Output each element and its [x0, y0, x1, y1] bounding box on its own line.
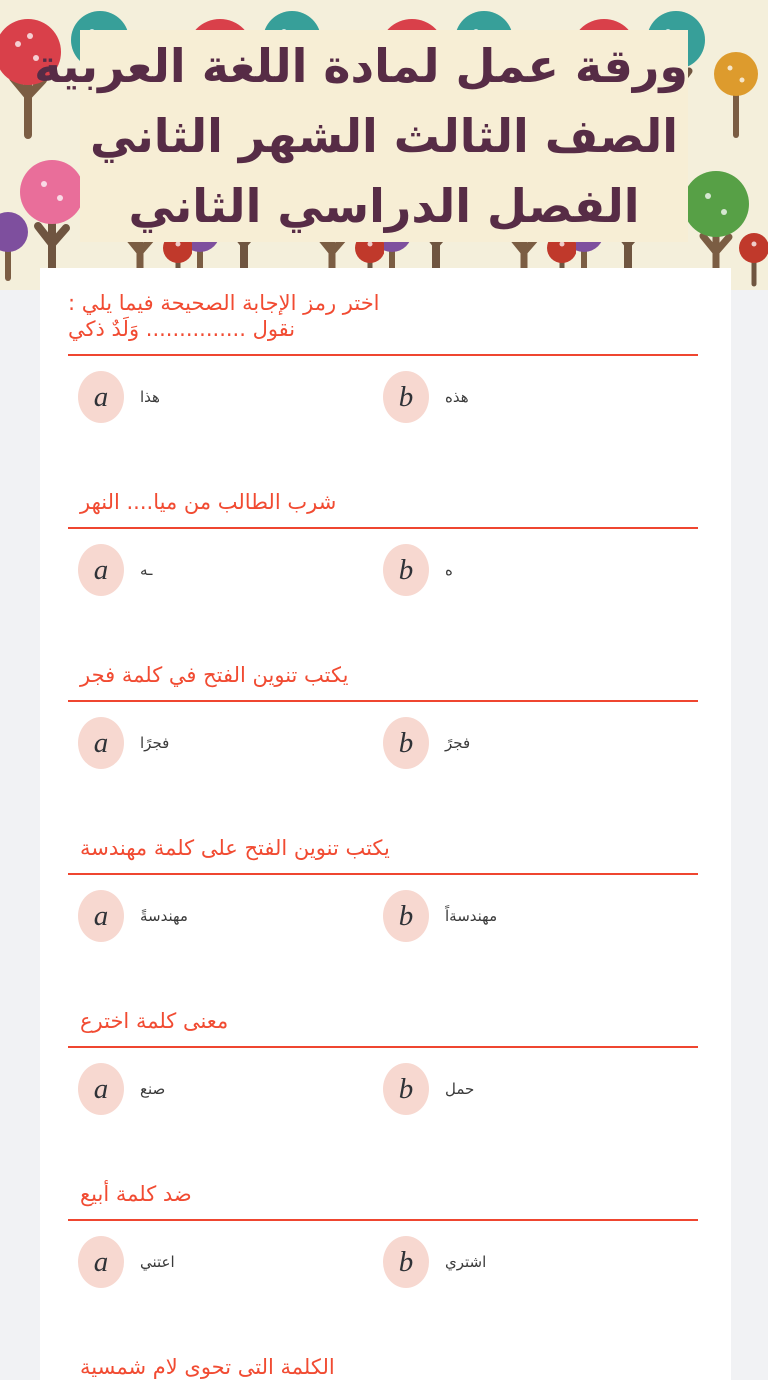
question-2-options — [68, 544, 698, 596]
question-divider — [68, 354, 698, 356]
question-3-option-b[interactable] — [383, 717, 698, 769]
question-block-2 — [68, 489, 698, 596]
question-divider — [68, 700, 698, 702]
question-6-options — [68, 1236, 698, 1288]
option-label: صنع — [140, 1080, 166, 1098]
question-4-options — [68, 890, 698, 942]
decorative-header — [0, 0, 768, 290]
option-label: حمل — [445, 1080, 475, 1098]
option-letter-badge: b — [383, 371, 429, 423]
question-4-title: يكتب تنوين الفتح على كلمة مهندسة — [80, 836, 390, 860]
option-letter-badge: a — [78, 1063, 124, 1115]
question-5-option-a[interactable] — [68, 1063, 383, 1115]
option-label: ه — [445, 561, 453, 579]
question-7-title: الكلمة التى تحوى لام شمسية — [80, 1355, 335, 1379]
question-3-option-a[interactable] — [68, 717, 383, 769]
question-6-option-a[interactable] — [68, 1236, 383, 1288]
option-letter-badge: b — [383, 1063, 429, 1115]
question-divider — [68, 873, 698, 875]
option-letter-badge: a — [78, 371, 124, 423]
question-1-options — [68, 371, 698, 423]
question-1-option-b[interactable] — [383, 371, 698, 423]
option-label: مهندسةاً — [445, 907, 498, 925]
question-5-options — [68, 1063, 698, 1115]
option-label: فجرً — [445, 734, 471, 752]
worksheet-title-line-3: الفصل الدراسي الثاني — [128, 179, 640, 233]
worksheet-title-line-2: الصف الثالث الشهر الثاني — [90, 109, 678, 163]
option-label: اعتني — [140, 1253, 175, 1271]
option-letter-badge: b — [383, 890, 429, 942]
question-block-4 — [68, 835, 698, 942]
option-letter-badge: b — [383, 544, 429, 596]
question-block-3 — [68, 662, 698, 769]
option-letter-badge: a — [78, 544, 124, 596]
question-2-option-a[interactable] — [68, 544, 383, 596]
question-block-5 — [68, 1008, 698, 1115]
question-4-option-a[interactable] — [68, 890, 383, 942]
option-label: هذا — [140, 388, 160, 406]
question-4-option-b[interactable] — [383, 890, 698, 942]
question-1-intro: اختر رمز الإجابة الصحيحة فيما يلي : — [68, 291, 380, 315]
worksheet-title-panel — [34, 30, 688, 242]
question-3-title: يكتب تنوين الفتح في كلمة فجر — [80, 663, 349, 687]
question-5-option-b[interactable] — [383, 1063, 698, 1115]
question-block-6 — [68, 1181, 698, 1288]
question-divider — [68, 1046, 698, 1048]
question-block-1 — [68, 290, 698, 423]
option-letter-badge: a — [78, 1236, 124, 1288]
question-6-option-b[interactable] — [383, 1236, 698, 1288]
option-letter-badge: a — [78, 890, 124, 942]
option-label: مهندسةً — [140, 907, 188, 925]
question-1-option-a[interactable] — [68, 371, 383, 423]
question-2-option-b[interactable] — [383, 544, 698, 596]
option-label: اشتري — [445, 1253, 487, 1271]
question-block-7 — [68, 1354, 698, 1380]
question-2-title: شرب الطالب من ميا.... النهر — [80, 490, 337, 514]
option-letter-badge: b — [383, 717, 429, 769]
question-5-title: معنى كلمة اخترع — [80, 1009, 229, 1033]
option-label: فجرًا — [140, 734, 170, 752]
question-6-title: ضد كلمة أبيع — [80, 1182, 192, 1206]
worksheet-card — [40, 268, 731, 1380]
question-divider — [68, 1219, 698, 1221]
question-1-title: نقول ............... وَلَدٌ ذكي — [68, 317, 296, 341]
option-letter-badge: a — [78, 717, 124, 769]
question-divider — [68, 527, 698, 529]
option-letter-badge: b — [383, 1236, 429, 1288]
option-label: هذه — [445, 388, 469, 406]
option-label: ـه — [140, 561, 153, 579]
worksheet-title-line-1: ورقة عمل لمادة اللغة العربية — [34, 39, 688, 93]
question-3-options — [68, 717, 698, 769]
